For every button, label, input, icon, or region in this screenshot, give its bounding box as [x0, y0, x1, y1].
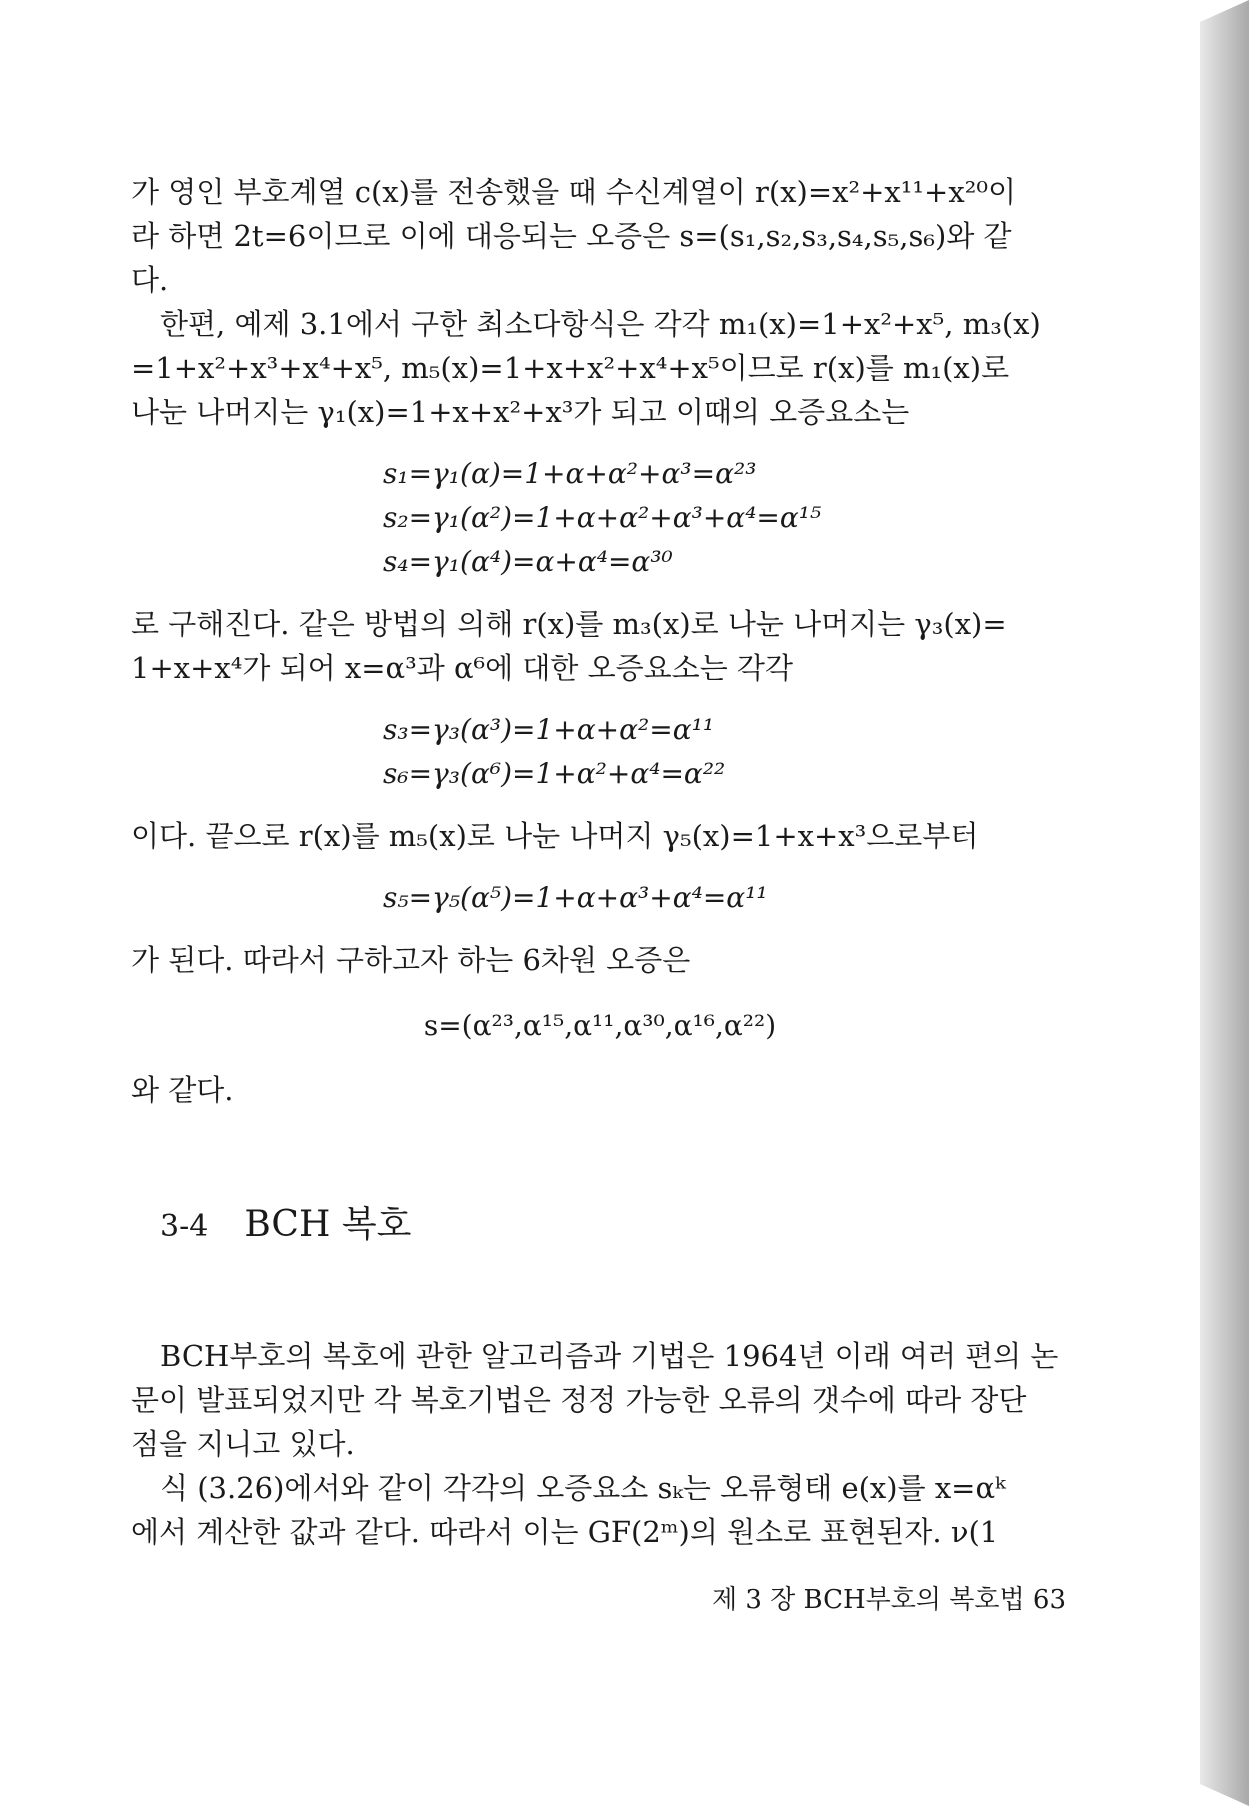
body-text-line: 가 된다. 따라서 구하고자 하는 6차원 오증은 — [131, 943, 691, 977]
section-title: BCH 복호 — [244, 1204, 412, 1245]
body-text-line: 식 (3.26)에서와 같이 각각의 오증요소 sₖ는 오류형태 e(x)를 x=αᵏ — [160, 1471, 1006, 1505]
body-text-line: 에서 계산한 값과 같다. 따라서 이는 GF(2ᵐ)의 원소로 표현된자. ν(1 — [131, 1515, 999, 1549]
section-heading — [160, 1200, 411, 1252]
body-text-line: 한편, 예제 3.1에서 구한 최소다항식은 각각 m₁(x)=1+x²+x⁵, m₃(x) — [160, 307, 1041, 341]
body-text-line: BCH부호의 복호에 관한 알고리즘과 기법은 1964년 이래 여러 편의 논 — [160, 1339, 1059, 1373]
syndrome-equation: s₃=γ₃(α³)=1+α+α²=α¹¹ — [383, 713, 715, 746]
syndrome-equation: s₁=γ₁(α)=1+α+α²+α³=α²³ — [383, 457, 757, 490]
page-edge-corner-bottom — [1200, 1784, 1249, 1806]
body-text-line: 가 영인 부호계열 c(x)를 전송했을 때 수신계열이 r(x)=x²+x¹¹+x²⁰이 — [131, 175, 1016, 209]
body-text-line: 로 구해진다. 같은 방법의 의해 r(x)를 m₃(x)로 나눈 나머지는 γ₃(x)= — [131, 607, 1007, 641]
syndrome-equation: s₂=γ₁(α²)=1+α+α²+α³+α⁴=α¹⁵ — [383, 501, 822, 534]
body-text-line: 나눈 나머지는 γ₁(x)=1+x+x²+x³가 되고 이때의 오증요소는 — [131, 395, 910, 429]
page-stack-edge — [1200, 0, 1249, 1806]
body-text-line: 다. — [131, 263, 169, 297]
body-text-line: =1+x²+x³+x⁴+x⁵, m₅(x)=1+x+x²+x⁴+x⁵이므로 r(x)를 m₁(x)로 — [131, 351, 1010, 385]
syndrome-vector-equation: s=(α²³,α¹⁵,α¹¹,α³⁰,α¹⁶,α²²) — [423, 1009, 777, 1042]
page-edge-corner-top — [1200, 0, 1249, 22]
syndrome-equation: s₆=γ₃(α⁶)=1+α²+α⁴=α²² — [383, 757, 726, 790]
section-number: 3-4 — [160, 1209, 209, 1244]
syndrome-equation: s₄=γ₁(α⁴)=α+α⁴=α³⁰ — [383, 545, 673, 578]
body-text-line: 이다. 끝으로 r(x)를 m₅(x)로 나눈 나머지 γ₅(x)=1+x+x³으로부터 — [131, 819, 979, 853]
syndrome-equation: s₅=γ₅(α⁵)=1+α+α³+α⁴=α¹¹ — [383, 881, 768, 914]
body-text-line: 와 같다. — [131, 1073, 234, 1107]
body-text-line: 문이 발표되었지만 각 복호기법은 정정 가능한 오류의 갯수에 따라 장단 — [131, 1383, 1027, 1417]
body-text-line: 1+x+x⁴가 되어 x=α³과 α⁶에 대한 오증요소는 각각 — [131, 651, 793, 685]
running-footer: 제 3 장 BCH부호의 복호법 63 — [711, 1585, 1066, 1615]
body-text-line: 점을 지니고 있다. — [131, 1427, 355, 1461]
body-text-line: 라 하면 2t=6이므로 이에 대응되는 오증은 s=(s₁,s₂,s₃,s₄,s₅,s₆)와 같 — [131, 219, 1012, 253]
